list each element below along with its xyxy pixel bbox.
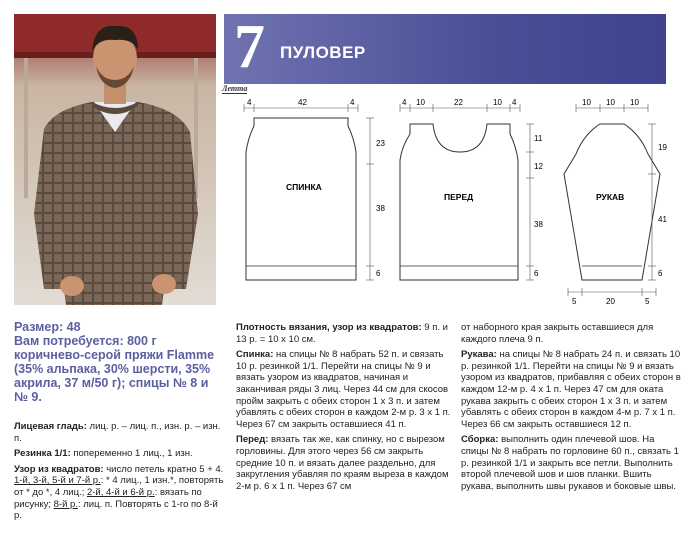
squares-rows-b: 2-й, 4-й и 6-й р.	[86, 486, 155, 498]
text-column-1	[14, 421, 224, 526]
assembly-title: Сборка:	[461, 434, 499, 446]
stockinette-text: лиц. р. – лиц. п., изн. р. – изн. п.	[14, 421, 221, 444]
size-label: Размер:	[14, 320, 64, 334]
back-paragraph	[236, 349, 456, 430]
rib-paragraph	[14, 448, 224, 460]
squares-paragraph	[14, 464, 224, 522]
sleeve-top-dim-3: 10	[630, 98, 639, 107]
back-top-dim-1: 4	[247, 98, 252, 107]
density-title: Плотность вязания, узор из квадратов:	[236, 322, 422, 333]
size-value: 48	[66, 320, 81, 334]
front-top-dim-4: 10	[493, 98, 502, 107]
needs-value: 800 г коричнево-серой пряжи Flamme (35% альпака, 30% шерсти, 35% акрила, 37 м/50 г); спицы № 8 и № 9.	[14, 334, 215, 404]
model-photo	[14, 14, 216, 305]
pattern-title: ПУЛОВЕР	[280, 43, 366, 62]
squares-text-a: число петель кратно 5 + 4.	[106, 463, 224, 475]
back-label: СПИНКА	[286, 182, 322, 192]
sleeves-title: Рукава:	[461, 349, 497, 361]
stockinette-paragraph	[14, 421, 224, 444]
specs-block	[14, 320, 219, 404]
squares-text-b: : * 4 лиц., 1 изн.*, повторять от * до *, 4 лиц.;	[14, 475, 224, 498]
front-text: вязать так же, как спинку, но с вырезом горловины. Для этого через 56 см закрыть средние 10 п. и вязать далее раздельно, для закругления убавляя по краям выреза в каждом 2-м р. 6 х 1 п. Через 67 см	[236, 434, 449, 492]
sleeve-label: РУКАВ	[596, 192, 625, 202]
sleeve-bottom-dim-3: 5	[645, 297, 650, 306]
density-text: 9 п. и 13 р. = 10 х 10 см.	[236, 322, 448, 345]
front-top-dim-2: 10	[416, 98, 425, 107]
front-side-dim-3: 38	[534, 220, 543, 229]
sleeves-paragraph	[461, 349, 681, 430]
front-top-dim-3: 22	[454, 98, 463, 107]
squares-text-c: : вязать по рисунку;	[14, 486, 202, 510]
front-top-dim-5: 4	[512, 98, 517, 107]
yarn-brand-label: Летта	[222, 84, 248, 93]
front-side-dim-1: 11	[534, 134, 543, 143]
sleeve-top-dim-1: 10	[582, 98, 591, 107]
stockinette-title: Лицевая гладь:	[14, 421, 87, 432]
sleeve-bottom-dim-2: 20	[606, 297, 615, 306]
sleeve-side-dim-3: 6	[658, 269, 663, 278]
back-side-dim-3: 6	[376, 269, 381, 278]
sleeves-text: на спицы № 8 набрать 24 п. и связать 10 р. резинкой 1/1. Перейти на спицы № 9 и вязать узором из квадратов, прибавляя с обеих сторон в каждом 12-м р. 4 х 1 п. Через 47 см для оката рукава закрыть с обеих сторон 1 х 3 п. и затем убавлять с обеих сторон в каждом 4-м р. 7 х 1 п. Через 66 см закрыть оставшиеся 12 п.	[461, 349, 681, 430]
sleeve-side-dim-1: 19	[658, 143, 667, 152]
front-continued-paragraph	[461, 322, 681, 345]
title-banner	[224, 14, 666, 84]
front-title: Перед:	[236, 434, 269, 446]
back-top-dim-3: 4	[350, 98, 355, 107]
front-paragraph	[236, 434, 456, 492]
front-top-dim-1: 4	[402, 98, 407, 107]
text-column-3	[461, 322, 681, 496]
assembly-paragraph	[461, 434, 681, 492]
squares-rows-c: 8-й р.	[53, 498, 78, 510]
schematic-diagrams	[228, 94, 683, 314]
back-side-dim-2: 38	[376, 204, 385, 213]
needs-label: Вам потребуется:	[14, 334, 124, 348]
sleeve-schematic	[564, 98, 667, 306]
front-label: ПЕРЕД	[444, 192, 474, 202]
front-schematic	[400, 98, 543, 280]
rib-title: Резинка 1/1:	[14, 448, 71, 460]
squares-title: Узор из квадратов:	[14, 463, 104, 475]
back-schematic	[244, 98, 385, 280]
front-continued-text: от наборного края закрыть оставшиеся для каждого плеча 9 п.	[461, 322, 654, 345]
pattern-number: 7	[234, 13, 265, 81]
front-side-dim-2: 12	[534, 162, 543, 171]
sleeve-bottom-dim-1: 5	[572, 297, 577, 306]
rib-text: попеременно 1 лиц., 1 изн.	[73, 448, 193, 460]
back-top-dim-2: 42	[298, 98, 307, 107]
back-text: на спицы № 8 набрать 52 п. и связать 10 р. резинкой 1/1. Перейти на спицы № 9 и вязать узором из квадратов, начиная и заканчивая ряды 3 лиц. Через 44 см для скосов пройм закрыть с обеих сторон 1 х 3 п. и затем убавлять с обеих сторон в каждом 2-м р. 3 х 1 п. Через 67 см закрыть оставшиеся 41 п.	[236, 349, 451, 430]
back-side-dim-1: 23	[376, 139, 385, 148]
assembly-text: выполнить один плечевой шов. На спицы № 8 набрать по горловине 60 п., связать 1 р. резинкой 1/1 и закрыть все петли. Выполнить второй плечевой шов и шов планки. Вшить рукава, выполнить швы рукавов и боковые швы.	[461, 434, 679, 492]
sleeve-side-dim-2: 41	[658, 215, 667, 224]
density-paragraph	[236, 322, 456, 345]
squares-rows-a: 1-й, 3-й, 5-й и 7-й р.	[14, 475, 101, 487]
front-side-dim-4: 6	[534, 269, 539, 278]
squares-text-d: : лиц. п. Повторять с 1-го по 8-й р.	[14, 498, 218, 522]
text-column-2	[236, 322, 456, 496]
model-photo-illustration	[14, 14, 216, 305]
back-title: Спинка:	[236, 349, 274, 361]
sleeve-top-dim-2: 10	[606, 98, 615, 107]
